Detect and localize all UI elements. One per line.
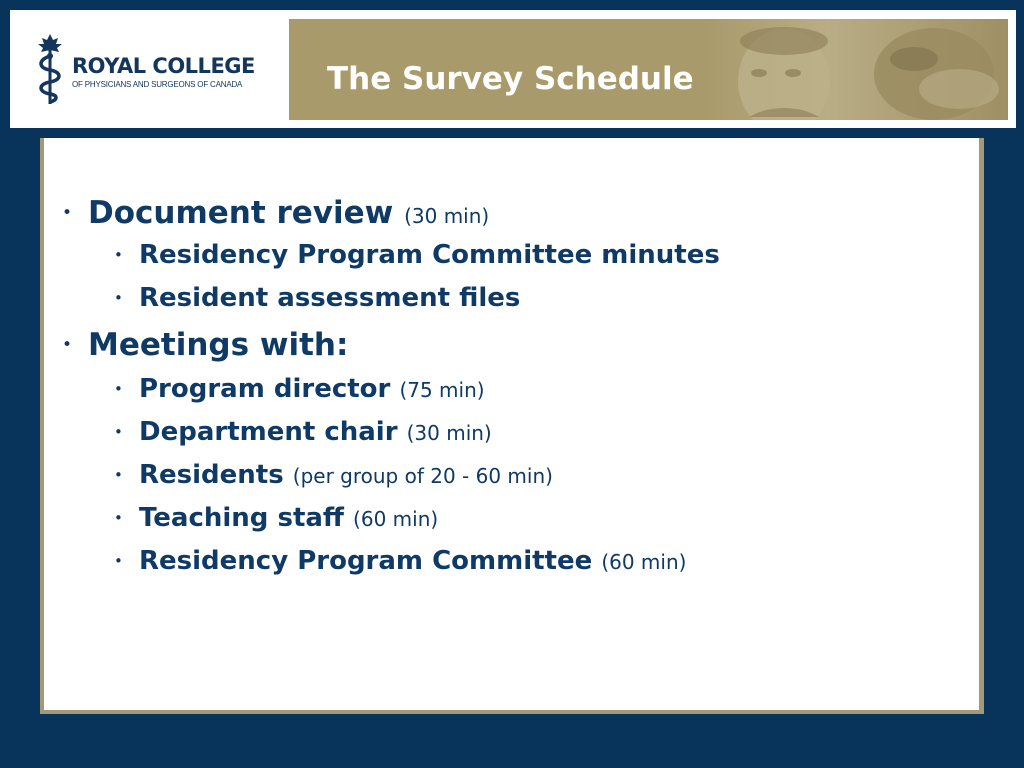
sub-list-item bbox=[44, 497, 964, 540]
sub-list-item bbox=[44, 454, 964, 497]
sub-item-label: Residency Program Committee bbox=[139, 546, 593, 576]
slide-header bbox=[10, 10, 1016, 128]
sub-list-item bbox=[44, 540, 964, 583]
logo-title: ROYAL COLLEGE bbox=[72, 54, 255, 78]
list-item-document-review bbox=[44, 192, 964, 234]
sub-item-label: Department chair bbox=[139, 417, 398, 447]
page-title: The Survey Schedule bbox=[327, 61, 694, 97]
sub-list-item bbox=[44, 411, 964, 454]
bullet-icon: • bbox=[114, 246, 123, 264]
sub-item-note: (30 min) bbox=[406, 421, 492, 445]
sub-item-note: (75 min) bbox=[399, 378, 485, 402]
bullet-icon: • bbox=[62, 203, 73, 223]
bullet-icon: • bbox=[114, 509, 123, 527]
bullet-icon: • bbox=[114, 423, 123, 441]
title-banner bbox=[289, 19, 1008, 120]
caduceus-maple-leaf-icon bbox=[34, 32, 66, 106]
bullet-icon: • bbox=[114, 380, 123, 398]
sub-list-item bbox=[44, 277, 964, 320]
sub-list-item bbox=[44, 368, 964, 411]
sub-item-label: Program director bbox=[139, 374, 391, 404]
bullet-list bbox=[44, 192, 964, 583]
bullet-icon: • bbox=[62, 335, 73, 355]
sub-item-label: Residency Program Committee minutes bbox=[139, 240, 720, 270]
sub-list-item bbox=[44, 234, 964, 277]
banner-photo-image bbox=[689, 19, 1008, 120]
list-item-label: Document review bbox=[88, 195, 394, 231]
sub-item-label: Residents bbox=[139, 460, 284, 490]
list-item-note: (30 min) bbox=[404, 204, 490, 228]
sub-item-note: (60 min) bbox=[601, 550, 687, 574]
logo bbox=[10, 10, 288, 128]
list-item-label: Meetings with: bbox=[88, 327, 349, 363]
list-item-meetings bbox=[44, 322, 964, 368]
sub-item-label: Resident assessment files bbox=[139, 283, 521, 313]
sub-item-label: Teaching staff bbox=[139, 503, 344, 533]
sub-item-note: (per group of 20 - 60 min) bbox=[292, 464, 553, 488]
bullet-icon: • bbox=[114, 289, 123, 307]
content-panel bbox=[44, 138, 979, 710]
bullet-icon: • bbox=[114, 552, 123, 570]
bullet-icon: • bbox=[114, 466, 123, 484]
content-frame bbox=[40, 138, 984, 714]
sub-item-note: (60 min) bbox=[353, 507, 439, 531]
logo-subtitle: OF PHYSICIANS AND SURGEONS OF CANADA bbox=[72, 80, 243, 89]
